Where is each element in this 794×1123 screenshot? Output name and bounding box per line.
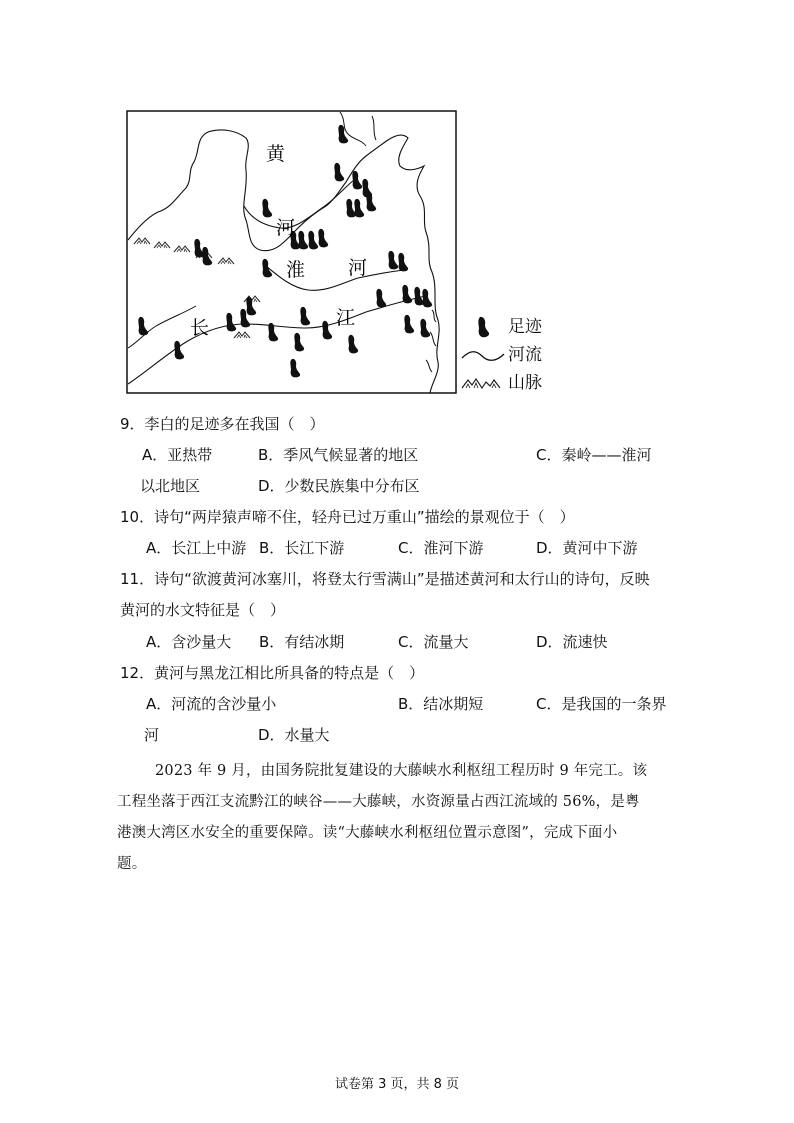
question-11-option-c: C．流量大 [398, 633, 469, 651]
question-11-option-b: B．有结冰期 [259, 633, 345, 651]
map-label-chang: 长 [190, 317, 210, 339]
footprint-icon [460, 314, 506, 340]
legend-item-footprint [460, 314, 570, 340]
question-10-stem: 10．诗句“两岸猿声啼不住，轻舟已过万重山”描绘的景观位于（ ） [120, 508, 575, 526]
question-9-option-c-cont: 以北地区 [140, 477, 201, 495]
question-9-option-b: B．季风气候显著的地区 [258, 446, 419, 464]
map-label-huai-he: 河 [348, 257, 368, 279]
question-10-option-d: D．黄河中下游 [536, 539, 638, 557]
question-11-option-a: A．含沙量大 [146, 633, 232, 651]
question-10-option-c: C．淮河下游 [398, 539, 484, 557]
legend-item-river [460, 342, 570, 368]
question-11-stem-cont: 黄河的水文特征是（ ） [120, 601, 286, 619]
legend-label: 足迹 [508, 317, 542, 337]
map-legend [460, 314, 570, 398]
mountain-icon [460, 370, 506, 396]
question-9-option-d: D．少数民族集中分布区 [258, 477, 420, 495]
question-12-option-c: C．是我国的一条界 [536, 695, 667, 713]
map-label-huai: 淮 [286, 259, 306, 281]
question-12-option-a: A．河流的含沙量小 [146, 695, 277, 713]
passage-line-2: 工程坐落于西江支流黔江的峡谷——大藤峡，水资源量占西江流域的 56%，是粤 [117, 794, 640, 810]
map-label-jiang: 江 [336, 307, 356, 329]
passage-line-1 [117, 756, 677, 787]
question-9-option-c: C．秦岭——淮河 [536, 446, 652, 464]
question-12-option-d: D．水量大 [258, 726, 330, 744]
map-label-he: 河 [276, 217, 296, 239]
question-10-option-b: B．长江下游 [259, 539, 345, 557]
question-12-option-b: B．结冰期短 [398, 695, 484, 713]
question-12-stem: 12．黄河与黑龙江相比所具备的特点是（ ） [120, 664, 425, 682]
question-10-option-a: A．长江上中游 [146, 539, 247, 557]
legend-item-mountain [460, 370, 570, 396]
legend-label: 山脉 [508, 373, 542, 393]
poet-footprint-map [126, 110, 457, 394]
question-12-option-c-cont: 河 [144, 726, 160, 744]
question-9-option-a: A．亚热带 [142, 446, 213, 464]
page-footer: 试卷第 3 页，共 8 页 [334, 1077, 460, 1092]
passage-line-3: 港澳大湾区水安全的重要保障。读“大藤峡水利枢纽位置示意图”，完成下面小 [117, 825, 618, 841]
passage-text: 2023 年 9 月，由国务院批复建设的大藤峡水利枢纽工程历时 9 年完工。该 [155, 763, 648, 779]
passage-line-4: 题。 [117, 856, 147, 872]
map-label-huang: 黄 [266, 143, 286, 165]
river-icon [460, 342, 506, 368]
question-9-stem: 9．李白的足迹多在我国（ ） [120, 415, 325, 433]
legend-label: 河流 [508, 345, 542, 365]
question-11-stem: 11．诗句“欲渡黄河冰塞川，将登太行雪满山”是描述黄河和太行山的诗句，反映 [120, 570, 650, 588]
question-11-option-d: D．流速快 [536, 633, 608, 651]
